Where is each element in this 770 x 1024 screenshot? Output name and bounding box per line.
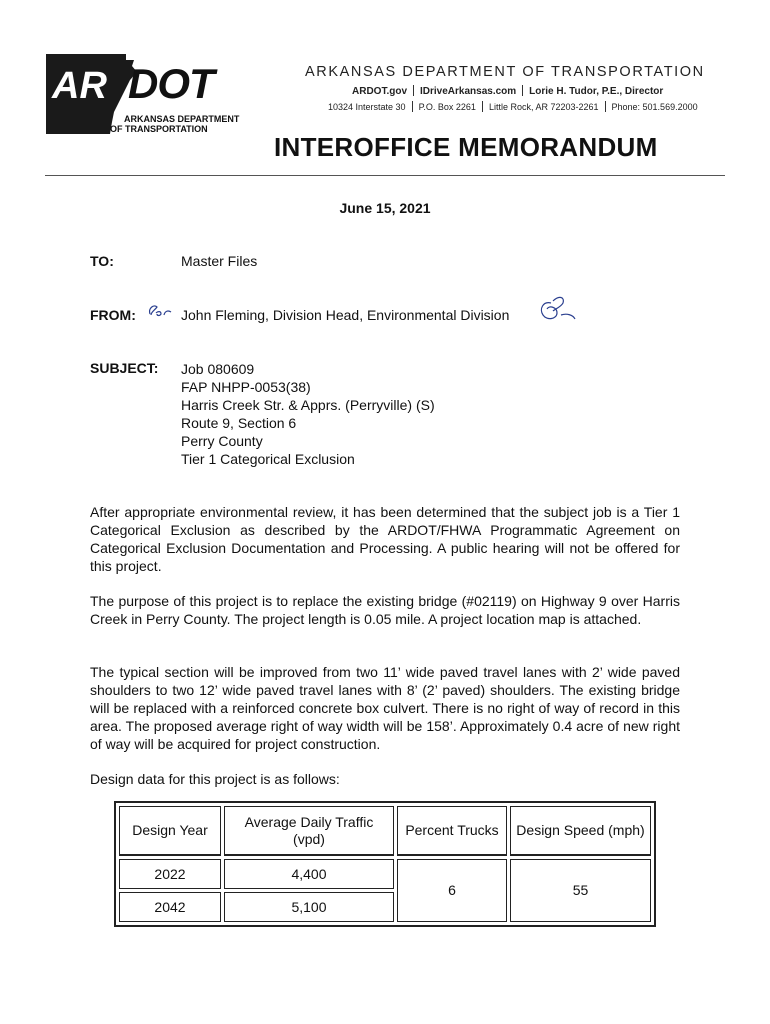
initials-signature-1 <box>146 302 176 320</box>
ardot-logo <box>44 52 266 140</box>
cell-year: 2042 <box>119 892 221 922</box>
header-divider <box>45 175 725 176</box>
paragraph-typical-section: The typical section will be improved from two 11’ wide paved travel lanes with 2’ wide paved shoulders to two 12’ wide paved travel lanes with 8’ (2’ paved) shoulders. The existing bridge will be replaced with a reinforced concrete box culvert. There is no right of way of record in this area. The proposed average right of way width will be 158’. Approximately 0.4 acre of new right of way will be acquired for project construction. <box>90 664 680 752</box>
paragraph-purpose: The purpose of this project is to replace the existing bridge (#02119) on Highway 9 over Harris Creek in Perry County. The project length is 0.05 mile. A project location map is attached. <box>90 593 680 627</box>
logo-caption-1: ARKANSAS DEPARTMENT <box>124 114 240 124</box>
idrive-link[interactable]: IDriveArkansas.com <box>420 86 517 97</box>
logo-ar: AR <box>52 65 107 107</box>
logo-caption-2: OF TRANSPORTATION <box>110 124 208 134</box>
initials-signature-2 <box>537 293 577 325</box>
from-value: John Fleming, Division Head, Environmental Division <box>181 307 510 323</box>
subject-line-route: Route 9, Section 6 <box>181 415 297 431</box>
cell-adt: 4,400 <box>224 859 394 889</box>
website-link[interactable]: ARDOT.gov <box>352 86 407 97</box>
subject-line-county: Perry County <box>181 433 263 449</box>
to-value: Master Files <box>181 253 258 269</box>
subject-line-tier: Tier 1 Categorical Exclusion <box>181 451 355 467</box>
to-label: TO: <box>90 253 114 269</box>
subject-line-fap: FAP NHPP-0053(38) <box>181 379 311 395</box>
memo-date: June 15, 2021 <box>339 200 431 216</box>
phone-number: Phone: 501.569.2000 <box>611 102 698 112</box>
logo-dot: DOT <box>128 60 214 107</box>
letterhead-links <box>352 85 663 97</box>
header-percent-trucks: Percent Trucks <box>397 806 507 856</box>
header-design-speed: Design Speed (mph) <box>510 806 651 856</box>
paragraph-design-intro: Design data for this project is as follows: <box>90 771 340 787</box>
po-box: P.O. Box 2261 <box>418 102 476 112</box>
department-name: ARKANSAS DEPARTMENT OF TRANSPORTATION <box>305 64 705 80</box>
letterhead-address <box>328 101 698 112</box>
cell-year: 2022 <box>119 859 221 889</box>
director-name: Lorie H. Tudor, P.E., Director <box>529 86 664 97</box>
paragraph-review: After appropriate environmental review, it has been determined that the subject job is a Tier 1 Categorical Exclusion as described by the ARDOT/FHWA Programmatic Agreement on Categorical Exclusion Documentation and Processing. A public hearing will not be offered for this project. <box>90 504 680 574</box>
cell-adt: 5,100 <box>224 892 394 922</box>
cell-design-speed: 55 <box>510 859 651 922</box>
from-label: FROM: <box>90 307 136 323</box>
subject-block <box>181 360 435 468</box>
header-average-daily-traffic: Average Daily Traffic (vpd) <box>224 806 394 856</box>
city-state-zip: Little Rock, AR 72203-2261 <box>488 102 599 112</box>
subject-line-job: Job 080609 <box>181 361 255 377</box>
subject-label: SUBJECT: <box>90 360 159 376</box>
cell-percent-trucks: 6 <box>397 859 507 922</box>
table-row <box>119 859 651 889</box>
street-address: 10324 Interstate 30 <box>328 102 406 112</box>
design-data-table <box>114 801 656 927</box>
header-design-year: Design Year <box>119 806 221 856</box>
table-header-row <box>119 806 651 856</box>
subject-line-project: Harris Creek Str. & Apprs. (Perryville) (S) <box>181 397 435 413</box>
memo-title: INTEROFFICE MEMORANDUM <box>274 132 658 162</box>
